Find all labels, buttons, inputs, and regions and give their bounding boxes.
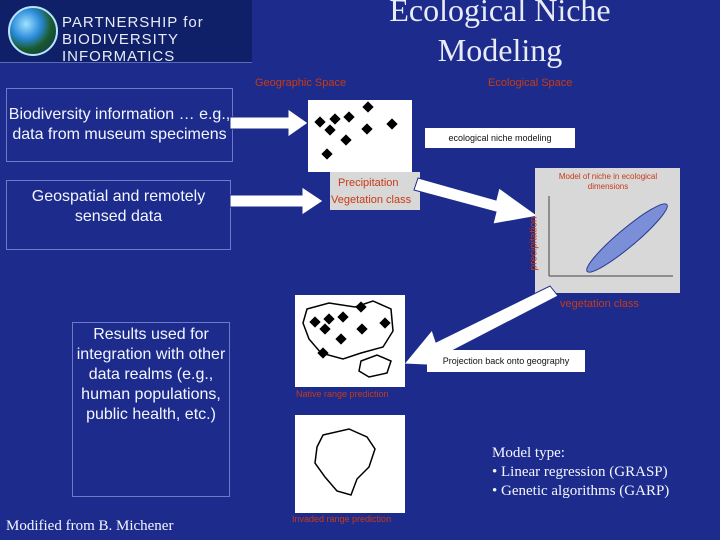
invaded-range-panel bbox=[295, 415, 405, 513]
occurrence-point bbox=[329, 113, 340, 124]
logo-line-1: PARTNERSHIP for bbox=[62, 14, 204, 31]
arrow-down-left-icon bbox=[400, 280, 570, 390]
biodiversity-info-text: Biodiversity information … e.g., data from museum specimens bbox=[8, 106, 231, 143]
occurrence-point bbox=[362, 101, 373, 112]
arrow-right-icon bbox=[230, 186, 325, 216]
logo-line-2: BIODIVERSITY INFORMATICS bbox=[62, 31, 179, 65]
projection-label: Projection back onto geography bbox=[427, 350, 585, 372]
environment-layers-panel bbox=[330, 172, 420, 210]
geospatial-data-text: Geospatial and remotely sensed data bbox=[31, 188, 206, 225]
native-range-panel bbox=[295, 295, 405, 387]
occurrence-point bbox=[321, 148, 332, 159]
native-range-label: Native range prediction bbox=[296, 389, 389, 399]
globe-icon bbox=[8, 6, 58, 56]
vegetation-layer-label: Vegetation class bbox=[331, 194, 412, 206]
ecological-niche-modeling-label: ecological niche modeling bbox=[425, 128, 575, 148]
niche-model-panel bbox=[528, 168, 680, 293]
title-line-1: Ecological Niche bbox=[389, 0, 611, 28]
model-type-item-garp: • Genetic algorithms (GARP) bbox=[492, 483, 670, 499]
title-line-2: Modeling bbox=[437, 32, 563, 68]
model-type-item-grasp: • Linear regression (GRASP) bbox=[492, 464, 668, 480]
occurrence-point bbox=[361, 123, 372, 134]
invaded-range-map bbox=[295, 415, 405, 513]
vegetation-axis-label: vegetation class bbox=[560, 298, 639, 310]
occurrence-point bbox=[343, 111, 354, 122]
model-type-list bbox=[492, 444, 669, 501]
arrow-right-icon bbox=[230, 108, 310, 138]
credit-text: Modified from B. Michener bbox=[6, 518, 174, 534]
invaded-range-label: Invaded range prediction bbox=[292, 514, 392, 524]
occurrence-point bbox=[314, 116, 325, 127]
slide-title bbox=[320, 0, 680, 70]
geographic-space-label: Geographic Space bbox=[255, 77, 347, 89]
occurrence-point bbox=[340, 134, 351, 145]
niche-ellipse-chart bbox=[535, 168, 680, 293]
precipitation-layer-label: Precipitation bbox=[338, 177, 399, 189]
partnership-logo bbox=[0, 0, 252, 63]
results-text: Results used for integration with other data realms (e.g., human populations, public health, etc.) bbox=[76, 326, 226, 423]
biodiversity-info-box bbox=[6, 88, 233, 162]
results-box bbox=[72, 322, 230, 497]
occurrence-point bbox=[324, 124, 335, 135]
precipitation-axis-label: precipitation bbox=[528, 216, 540, 271]
arrow-down-right-icon bbox=[410, 130, 550, 230]
niche-model-label: Model of niche in ecological dimensions bbox=[558, 172, 658, 191]
native-range-map bbox=[295, 295, 405, 387]
geospatial-data-box bbox=[6, 180, 231, 250]
ecological-space-label: Ecological Space bbox=[488, 77, 573, 89]
model-type-title: Model type: bbox=[492, 445, 565, 461]
occurrence-point bbox=[386, 118, 397, 129]
occurrence-map-panel bbox=[308, 100, 412, 172]
